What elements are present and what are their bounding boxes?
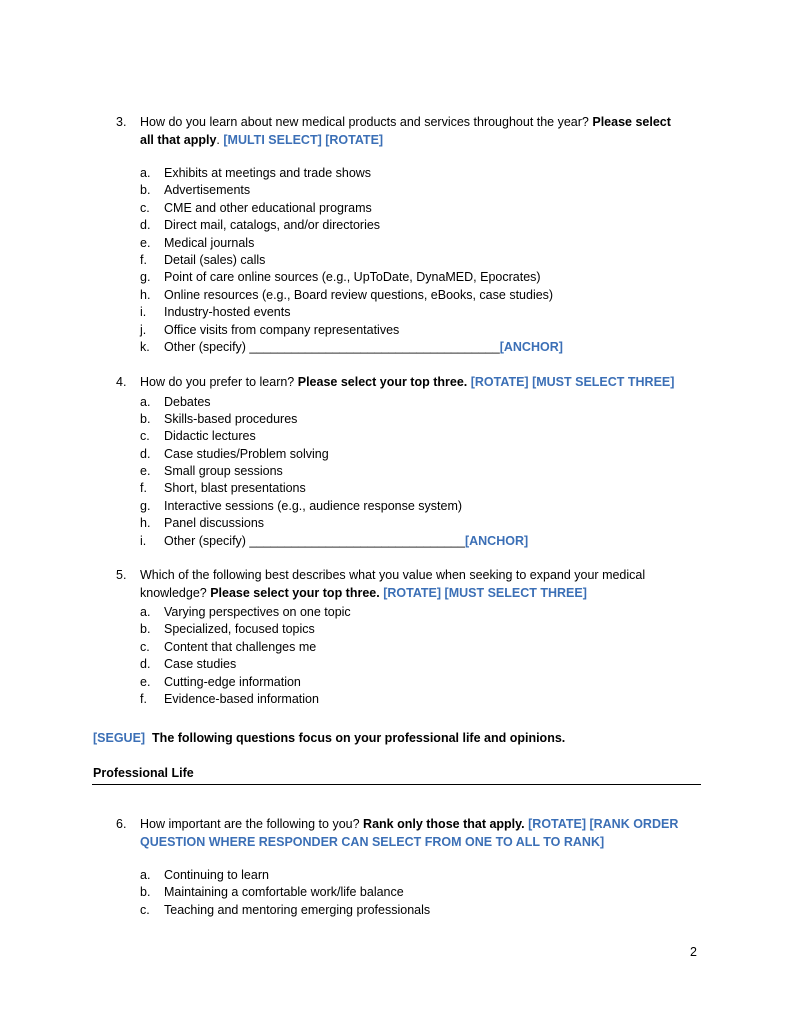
option-text: Exhibits at meetings and trade shows	[164, 166, 372, 180]
option-text: Interactive sessions (e.g., audience response system)	[164, 498, 463, 513]
question-5-line-2	[116, 585, 716, 603]
anchor-tag: [ANCHOR]	[464, 533, 529, 548]
option-letter: b.	[140, 885, 151, 900]
answer-options	[116, 394, 716, 551]
answer-option	[116, 287, 716, 304]
question-number: 3.	[116, 115, 127, 129]
programming-tag: [ROTATE] [MUST SELECT THREE]	[383, 585, 587, 600]
answer-option	[116, 691, 716, 708]
answer-option	[116, 304, 716, 321]
option-text: Cutting-edge information	[164, 674, 301, 689]
option-text: Specialized, focused topics	[164, 622, 315, 637]
answer-option	[116, 165, 716, 182]
answer-option	[116, 428, 716, 445]
answer-option	[116, 498, 716, 515]
answer-option	[116, 394, 716, 411]
option-letter: a.	[140, 394, 151, 409]
option-letter: j.	[140, 322, 147, 337]
question-number: 6.	[116, 817, 127, 831]
programming-tag: [ROTATE] [RANK ORDER	[528, 817, 679, 831]
question-number: 4.	[116, 375, 127, 389]
answer-option	[116, 200, 716, 217]
option-text: Office visits from company representatives	[164, 322, 400, 337]
question-6-line-1	[116, 816, 716, 834]
option-text: Case studies	[164, 657, 237, 672]
answer-option	[116, 235, 716, 252]
answer-option	[116, 252, 716, 269]
section-heading: Professional Life	[93, 766, 194, 780]
option-letter: e.	[140, 464, 151, 479]
option-text: Content that challenges me	[164, 639, 317, 654]
option-letter: d.	[140, 446, 151, 461]
option-text: Point of care online sources (e.g., UpToDate, DynaMED, Epocrates)	[164, 270, 541, 285]
question-instruction: Please select your top three.	[297, 375, 468, 389]
option-letter: h.	[140, 287, 151, 302]
option-text: Advertisements	[164, 183, 251, 198]
option-letter: c.	[140, 902, 150, 917]
option-text: Online resources (e.g., Board review questions, eBooks, case studies)	[164, 287, 554, 302]
option-letter: g.	[140, 270, 151, 285]
question-text: knowledge?	[140, 585, 211, 600]
option-letter: b.	[140, 622, 151, 637]
option-text: Panel discussions	[164, 516, 265, 531]
option-letter: i.	[140, 533, 147, 548]
question-instruction: all that apply	[140, 132, 217, 147]
question-text: Which of the following best describes what you value when seeking to expand your medical	[140, 568, 646, 582]
question-6-line-2	[116, 834, 716, 852]
question-6	[116, 816, 716, 919]
option-letter: e.	[140, 674, 151, 689]
page-number: 2	[690, 945, 697, 959]
answer-option	[116, 322, 716, 339]
option-letter: b.	[140, 411, 151, 426]
option-text: Small group sessions	[164, 464, 283, 479]
answer-option	[116, 533, 716, 550]
option-letter: g.	[140, 498, 151, 513]
option-text: Debates	[164, 394, 211, 409]
option-text: Didactic lectures	[164, 429, 256, 444]
answer-option	[116, 639, 716, 656]
answer-option	[116, 269, 716, 286]
option-letter: a.	[140, 166, 151, 180]
option-text: Varying perspectives on one topic	[164, 605, 351, 619]
option-text: Industry-hosted events	[164, 305, 291, 320]
answer-option	[116, 902, 716, 919]
question-instruction: Please select	[592, 115, 671, 129]
option-letter: f.	[140, 691, 147, 706]
programming-tag: [ROTATE] [MUST SELECT THREE]	[470, 375, 675, 389]
question-5-line-1	[116, 567, 716, 585]
option-letter: b.	[140, 183, 151, 198]
programming-tag: QUESTION WHERE RESPONDER CAN SELECT FROM ONE TO ALL TO RANK]	[140, 834, 605, 849]
answer-option	[116, 604, 716, 621]
question-3	[116, 114, 716, 356]
option-text: Teaching and mentoring emerging professionals	[164, 902, 431, 917]
option-letter: f.	[140, 252, 147, 267]
question-3-line-1	[116, 114, 716, 132]
answer-option	[116, 621, 716, 638]
option-text: Other (specify) _______________________________	[164, 533, 465, 548]
answer-option	[116, 411, 716, 428]
option-letter: c.	[140, 200, 150, 215]
programming-tag: [MULTI SELECT] [ROTATE]	[223, 132, 384, 147]
question-5	[116, 567, 716, 708]
answer-option	[116, 463, 716, 480]
segue-tag: [SEGUE]	[93, 731, 146, 745]
answer-option	[116, 515, 716, 532]
answer-options	[116, 604, 716, 708]
question-4	[116, 374, 716, 550]
segue-line	[93, 730, 565, 747]
option-letter: d.	[140, 218, 151, 233]
option-letter: d.	[140, 657, 151, 672]
option-letter: a.	[140, 605, 151, 619]
answer-option	[116, 446, 716, 463]
option-text: Maintaining a comfortable work/life balance	[164, 885, 404, 900]
option-letter: e.	[140, 235, 151, 250]
question-text: How important are the following to you?	[140, 817, 364, 831]
option-text: Continuing to learn	[164, 868, 269, 882]
question-number: 5.	[116, 568, 127, 582]
option-text: Case studies/Problem solving	[164, 446, 329, 461]
option-letter: c.	[140, 639, 150, 654]
question-instruction: Please select your top three.	[210, 585, 380, 600]
answer-option	[116, 674, 716, 691]
answer-option	[116, 480, 716, 497]
question-text: .	[216, 132, 220, 147]
answer-options	[116, 165, 716, 356]
answer-option	[116, 884, 716, 901]
option-text: Medical journals	[164, 235, 255, 250]
answer-option	[116, 867, 716, 884]
option-text: Other (specify) ____________________________________	[164, 339, 500, 354]
option-text: Direct mail, catalogs, and/or directories	[164, 218, 381, 233]
answer-options	[116, 867, 716, 919]
option-letter: k.	[140, 339, 150, 354]
option-letter: f.	[140, 481, 147, 496]
option-text: Evidence-based information	[164, 691, 319, 706]
option-text: CME and other educational programs	[164, 200, 372, 215]
option-text: Detail (sales) calls	[164, 252, 266, 267]
question-4-line-1	[116, 374, 716, 392]
segue-text: The following questions focus on your professional life and opinions.	[152, 731, 566, 745]
option-letter: h.	[140, 516, 151, 531]
section-divider	[92, 784, 701, 785]
option-letter: c.	[140, 429, 150, 444]
option-letter: a.	[140, 868, 151, 882]
answer-option	[116, 182, 716, 199]
option-letter: i.	[140, 305, 147, 320]
answer-option	[116, 339, 716, 356]
answer-option	[116, 656, 716, 673]
question-text: How do you prefer to learn?	[140, 375, 298, 389]
option-text: Skills-based procedures	[164, 411, 298, 426]
question-instruction: Rank only those that apply.	[363, 817, 525, 831]
answer-option	[116, 217, 716, 234]
question-text: How do you learn about new medical products and services throughout the year?	[140, 115, 593, 129]
question-3-line-2	[116, 132, 716, 150]
anchor-tag: [ANCHOR]	[499, 339, 563, 354]
option-text: Short, blast presentations	[164, 481, 306, 496]
